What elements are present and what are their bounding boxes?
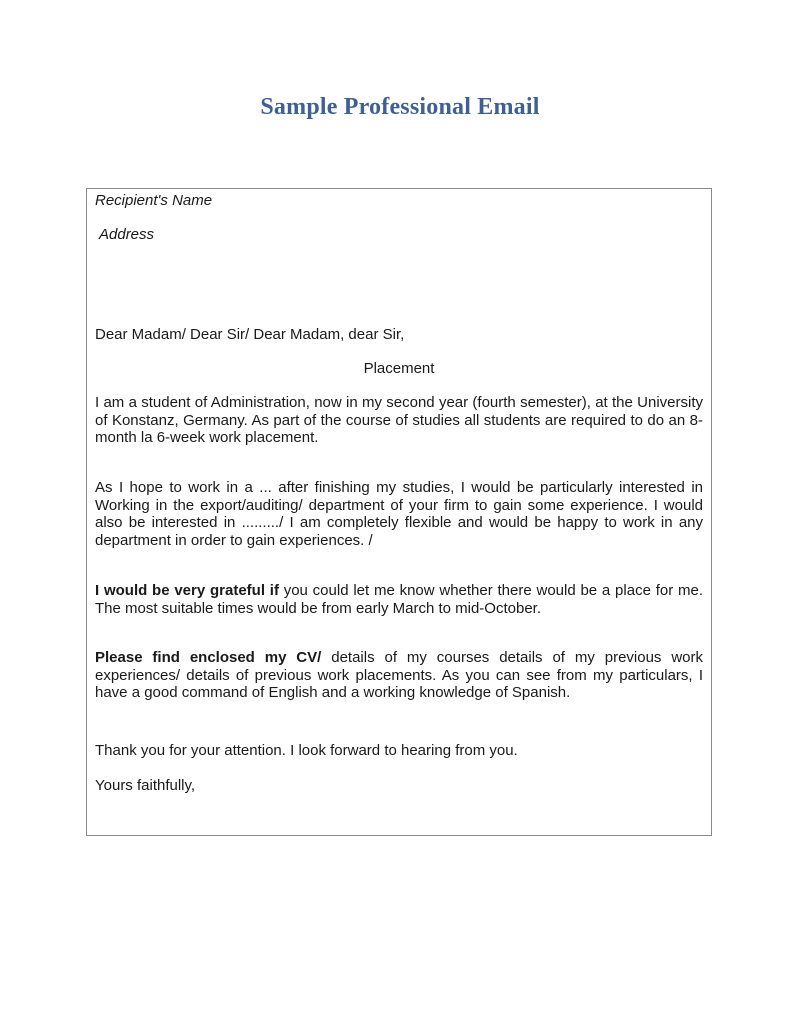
closing-signoff: Yours faithfully, (95, 777, 196, 794)
paragraph-enclosure (95, 649, 703, 702)
request-emphasis: I would be very grateful if (95, 582, 279, 599)
enclosure-text: details of my courses details of my previous work experiences/ details of previous work placements. As you can see from my particulars, I have a good command of English and a working knowledge of Spanish. (95, 649, 703, 701)
paragraph-intro: I am a student of Administration, now in my second year (fourth semester), at the University of Konstanz, Germany. As part of the course of studies all students are required to do an 8-month la 6-week work placement. (95, 394, 703, 446)
request-text: you could let me know whether there would be a place for me. The most suitable times would be from early March to mid-October. (95, 582, 703, 617)
recipient-name: Recipient's Name (95, 192, 213, 209)
enclosure-emphasis: Please find enclosed my CV/ (95, 649, 322, 666)
paragraph-request (95, 582, 703, 617)
salutation: Dear Madam/ Dear Sir/ Dear Madam, dear Sir, (95, 326, 405, 343)
document-title: Sample Professional Email (260, 94, 540, 120)
paragraph-interest: As I hope to work in a ... after finishing my studies, I would be particularly interested in Working in the export/auditing/ department of your firm to gain some experience. I would also be interested in ........./ I am completely flexible and would be happy to work in any department in order to gain experiences. / (95, 479, 703, 549)
closing-thanks: Thank you for your attention. I look forward to hearing from you. (95, 742, 518, 759)
subject-line: Placement (363, 360, 435, 377)
recipient-address: Address (99, 226, 155, 243)
letter-frame (86, 188, 712, 836)
